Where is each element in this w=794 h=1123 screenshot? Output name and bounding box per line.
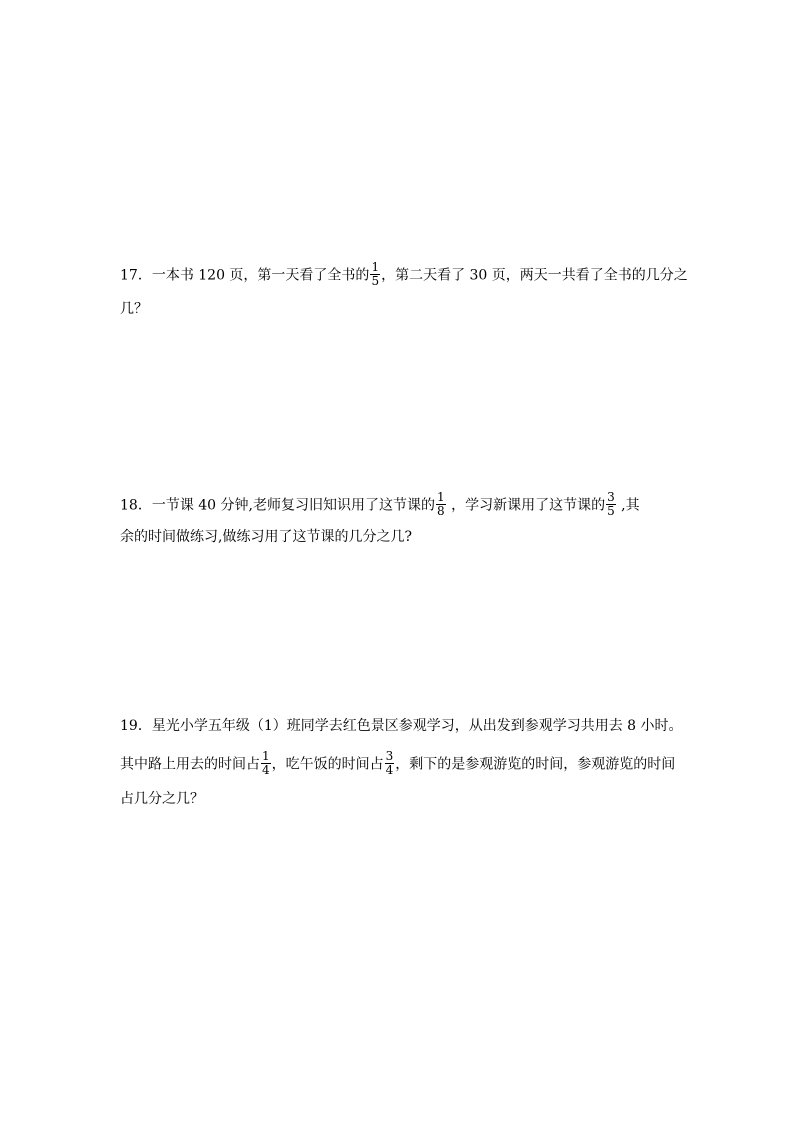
question-18-line-2 bbox=[120, 527, 412, 547]
question-17-text-c: 几？ bbox=[120, 301, 148, 317]
question-17-line-1 bbox=[120, 262, 688, 289]
fraction-numerator: 3 bbox=[385, 749, 394, 763]
question-19-line-1 bbox=[120, 716, 683, 736]
fraction-one-eighth bbox=[436, 491, 446, 518]
question-19-text-b: 其中路上用去的时间占 bbox=[120, 756, 260, 773]
fraction-denominator: 5 bbox=[371, 274, 380, 288]
fraction-three-fifths bbox=[606, 491, 616, 518]
question-19-line-3 bbox=[120, 789, 204, 809]
question-18-text-d: 余的时间做练习,做练习用了这节课的几分之几? bbox=[120, 529, 412, 545]
question-18-text-c: ,其 bbox=[616, 497, 640, 514]
question-19-text-d: ，剩下的是参观游览的时间，参观游览的时间 bbox=[395, 756, 676, 773]
fraction-numerator: 1 bbox=[436, 490, 445, 504]
question-17-line-2 bbox=[120, 299, 148, 319]
question-19-line-2 bbox=[120, 751, 675, 778]
fraction-numerator: 1 bbox=[262, 749, 270, 763]
question-17-text-a: 17．一本书 120 页，第一天看了全书的 bbox=[120, 267, 370, 284]
fraction-denominator: 4 bbox=[262, 763, 270, 777]
fraction-three-quarters bbox=[385, 750, 395, 777]
fraction-numerator: 1 bbox=[371, 260, 380, 274]
fraction-numerator: 3 bbox=[607, 490, 615, 504]
fraction-denominator: 8 bbox=[436, 504, 445, 518]
question-17-text-b: ，第二天看了 30 页，两天一共看了全书的几分之 bbox=[381, 267, 688, 284]
question-18-text-b: ，学习新课用了这节课的 bbox=[446, 497, 606, 514]
question-19-text-e: 占几分之几？ bbox=[120, 791, 204, 807]
fraction-one-fifth bbox=[370, 261, 380, 288]
question-19-text-a: 19．星光小学五年级（1）班同学去红色景区参观学习，从出发到参观学习共用去 8 小时。 bbox=[120, 718, 683, 734]
fraction-denominator: 5 bbox=[607, 504, 615, 518]
question-18-text-a: 18．一节课 40 分钟,老师复习旧知识用了这节课的 bbox=[120, 497, 435, 514]
question-18-line-1 bbox=[120, 492, 640, 519]
fraction-denominator: 4 bbox=[385, 763, 394, 777]
fraction-one-quarter bbox=[261, 750, 271, 777]
question-19-text-c: ，吃午饭的时间占 bbox=[271, 756, 384, 773]
